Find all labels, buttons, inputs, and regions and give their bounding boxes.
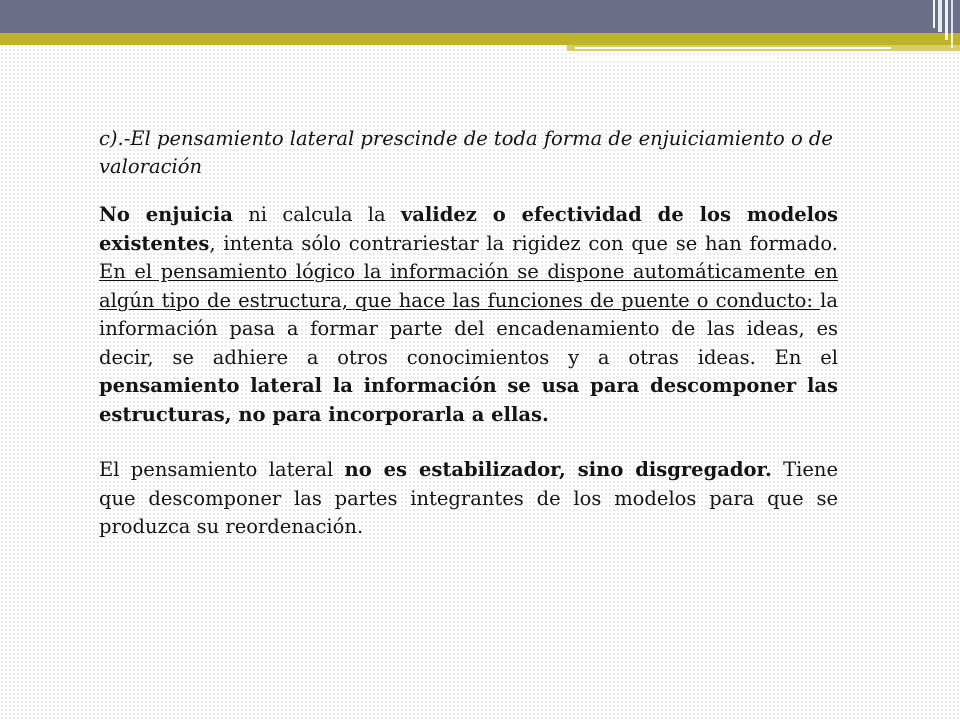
bold-phrase: pensamiento lateral la información se usa para descomponer las estructuras, no para incorporarla a ellas. [99, 374, 838, 426]
paragraph-1 [99, 201, 838, 429]
header-band [0, 0, 960, 33]
decorative-rule [575, 58, 775, 60]
slide-content [99, 125, 838, 569]
decorative-stripe [938, 0, 942, 32]
bold-phrase: validez o efectividad de los modelos existentes [99, 203, 839, 255]
decorative-rule [575, 47, 891, 49]
bold-phrase: no es estabilizador, sino disgregador. [344, 458, 772, 481]
text-run: ni calcula la [232, 203, 401, 226]
slide-subtitle: c).-El pensamiento lateral prescinde de toda forma de enjuiciamiento o de valoración [99, 127, 833, 178]
decorative-stripe [933, 0, 935, 28]
paragraph-2 [99, 456, 838, 542]
text-run: , intenta sólo contrariestar la rigidez con que se han formado. [209, 231, 838, 255]
accent-band [0, 33, 960, 45]
decorative-rule [775, 55, 895, 56]
text-run: la información pasa a formar parte del encadenamiento de las ideas, es decir, se adhiere a otros conocimientos y a otras ideas. En el [99, 288, 838, 369]
decorative-stripe [951, 0, 953, 48]
underlined-phrase: En el pensamiento lógico la información se dispone automáticamente en algún tipo de estructura, que hace las funciones de puente o conducto: [99, 260, 838, 312]
text-run: Tiene que descomponer las partes integrantes de los modelos para que se produzca su reordenación. [99, 458, 838, 538]
text-run: El pensamiento lateral [99, 458, 345, 481]
bold-phrase: No enjuicia [99, 203, 233, 226]
decorative-stripe [945, 0, 948, 40]
